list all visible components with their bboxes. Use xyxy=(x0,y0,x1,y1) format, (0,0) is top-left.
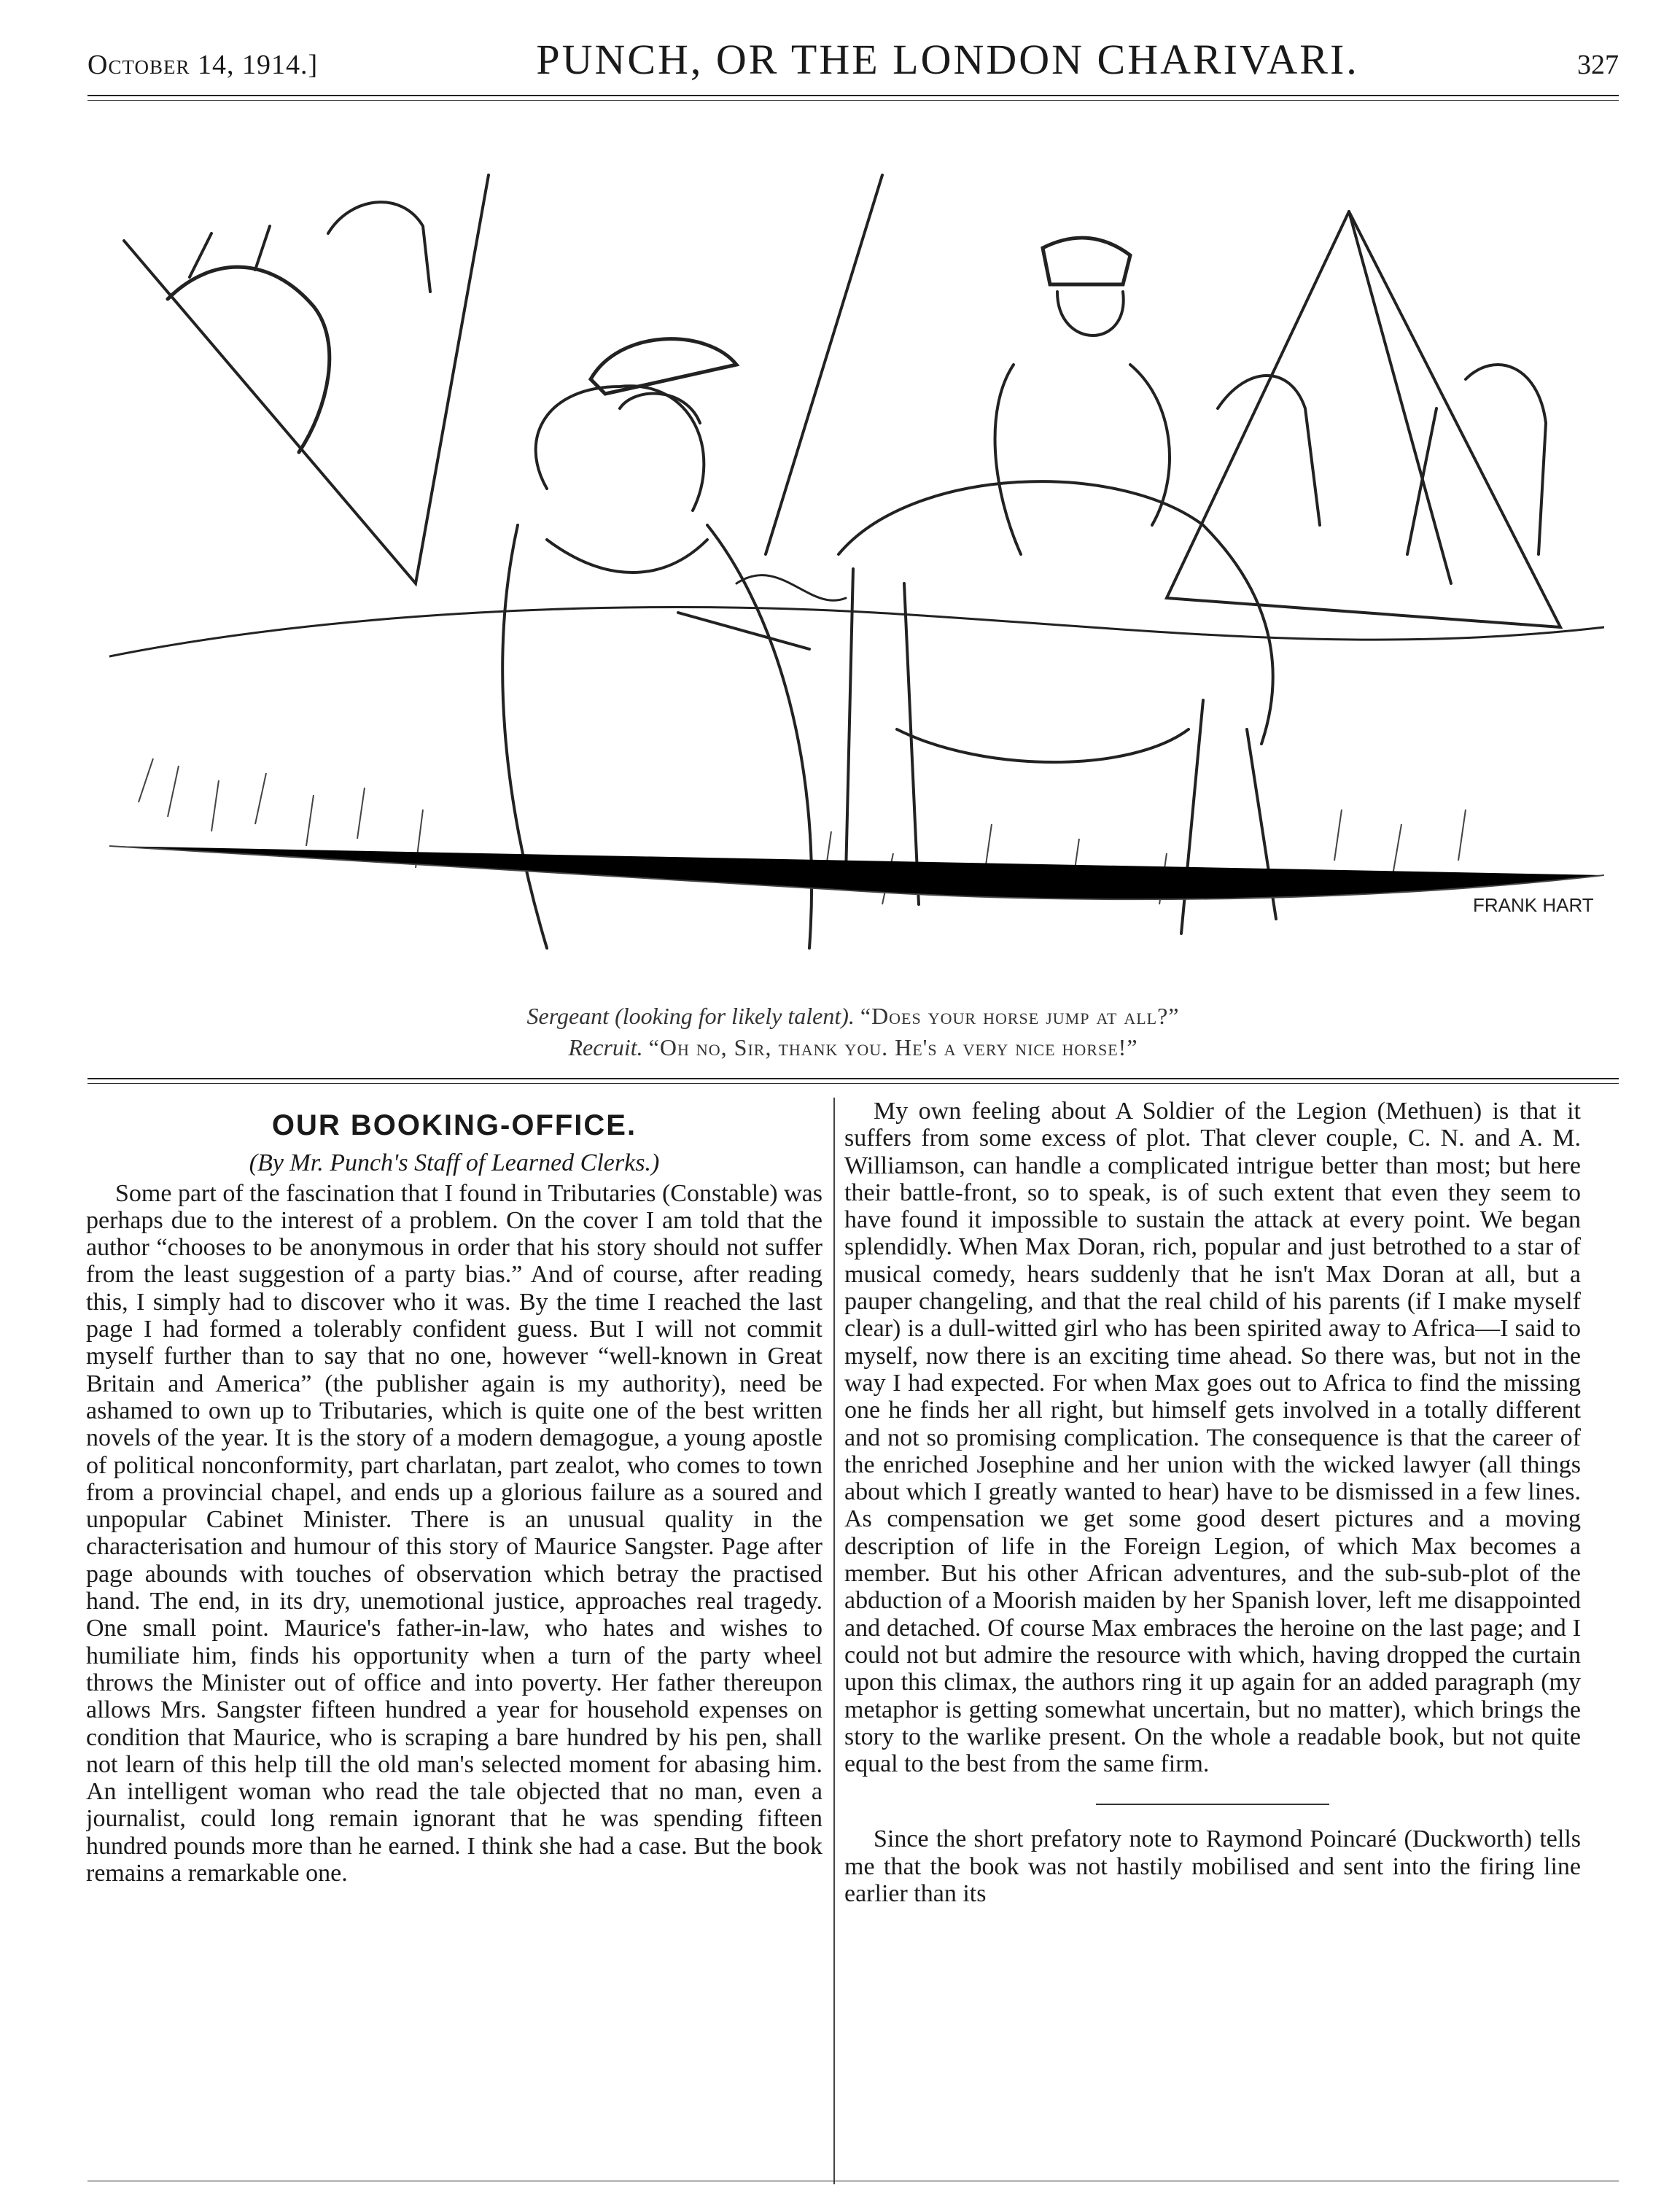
section-rule-top xyxy=(88,1078,1619,1079)
cartoon-caption-line-2 xyxy=(88,1034,1619,1061)
caption-quote-recruit: “Oh no, Sir, thank you. He's a very nice horse!” xyxy=(648,1034,1138,1060)
cartoon-drawing xyxy=(109,146,1604,970)
artist-signature: FRANK HART xyxy=(1473,894,1594,916)
caption-speaker-recruit: Recruit. xyxy=(568,1034,643,1060)
column-divider xyxy=(833,1098,835,2184)
running-header xyxy=(88,35,1619,93)
review-tributaries: Some part of the fascination that I found in Tributaries (Constable) was perhaps due to the interest of a problem. On the cover I am told that the author “chooses to be anonymous in order that his story should not suffer from the least suggestion of a party bias.” And of course, after reading this, I simply had to discover who it was. By the time I reached the last page I had formed a tolerably confident guess. But I will not commit myself further than to say that no one, however “well-known in Great Britain and America” (the publisher again is my authority), need be ashamed to own up to Tributaries, which is quite one of the best written novels of the year. It is the story of a modern demagogue, a young apostle of political nonconformity, part charlatan, part zealot, who comes to town from a provincial chapel, and ends up a glorious failure as a soured and unpopular Cabinet Minister. There is an unusual quality in the characterisation and humour of this story of Maurice Sangster. Page after page abounds with touches of observation which betray the practised hand. The end, in its dry, unemotional justice, approaches real tragedy. One small point. Maurice's father-in-law, who hates and wishes to humiliate him, finds his opportunity when a turn of the party wheel throws the Minister out of office and into poverty. Her father thereupon allows Mrs. Sangster fifteen hundred a year for household expenses on condition that Maurice, who is scraping a bare hundred by his pen, shall not learn of this help till the old man's selected moment for abasing him. An intelligent woman who read the tale objected that no man, even a journalist, could long remain ignorant that he was spending fifteen hundred pounds more than he earned. I think she had a case. But the book remains a remarkable one. xyxy=(86,1179,822,1887)
caption-speaker-sergeant: Sergeant (looking for likely talent). xyxy=(526,1003,855,1029)
header-rule-bottom xyxy=(88,100,1619,101)
issue-date: October 14, 1914.] xyxy=(88,50,319,80)
cartoon-caption-line-1 xyxy=(88,1003,1619,1030)
header-rule-top xyxy=(88,95,1619,96)
review-separator xyxy=(1096,1804,1329,1805)
magazine-title: PUNCH, OR THE LONDON CHARIVARI. xyxy=(536,36,1359,83)
review-soldier-of-the-legion: My own feeling about A Soldier of the Legion (Methuen) is that it suffers from some excess of plot. That clever couple, C. N. and A. M. Williamson, can handle a complicated intrigue better than most; but here their battle-front, so to speak, is of such extent that even they seem to have found it impossible to sustain the attack at every point. We began splendidly. When Max Doran, rich, popular and just betrothed to a star of musical comedy, hears suddenly that he isn't Max Doran at all, but a pauper changeling, and that the real child of his parents (if I make myself clear) is a dull-witted girl who has been spirited away to Africa—I said to myself, now there is an exciting time ahead. So there was, but not in the way I had expected. For when Max goes out to Africa to find the missing one he finds her all right, but himself gets involved in a totally different and not so promising complication. The consequence is that the career of the enriched Josephine and her union with the wicked lawyer (all things about which I greatly wanted to hear) have to be dismissed in a few lines. As compensation we get some good desert pictures and a moving description of life in the Foreign Legion, of which Max becomes a member. But his other African adventures, and the sub-sub-plot of the abduction of a Moorish maiden by her Spanish lover, left me disappointed and detached. Of course Max embraces the heroine on the last page; and I could not but admire the resource with which, having dropped the curtain upon this climax, the authors ring it up again for an added paragraph (my metaphor is getting somewhat uncertain, but no matter), which brings the story to the warlike present. On the whole a readable book, but not quite equal to the best from the same firm. xyxy=(844,1098,1581,1778)
byline: (By Mr. Punch's Staff of Learned Clerks.) xyxy=(249,1149,660,1177)
page-number: 327 xyxy=(1576,50,1619,80)
caption-quote-sergeant: “Does your horse jump at all?” xyxy=(860,1003,1180,1029)
section-rule-bottom xyxy=(88,1083,1619,1084)
section-title: OUR BOOKING-OFFICE. xyxy=(271,1109,637,1141)
column-left xyxy=(86,1098,822,2177)
cartoon-illustration xyxy=(109,146,1604,970)
column-right xyxy=(844,1098,1581,2177)
review-raymond-poincare: Since the short prefatory note to Raymond Poincaré (Duckworth) tells me that the book was not hastily mobilised and sent into the firing line earlier than its xyxy=(844,1825,1581,1908)
